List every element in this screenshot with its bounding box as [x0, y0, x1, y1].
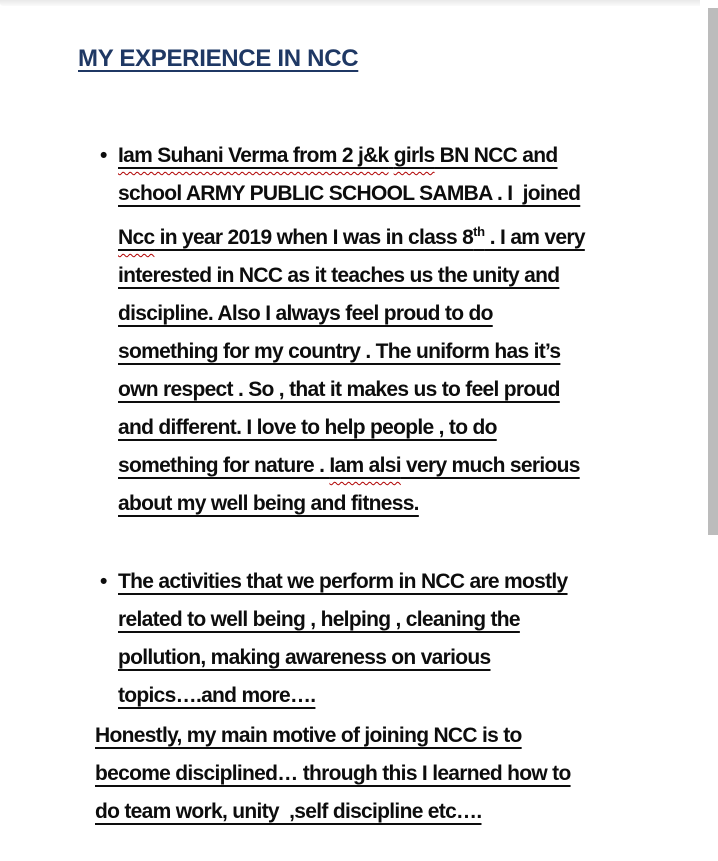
bullet-marker: •	[100, 570, 108, 593]
text-segment: interested in NCC as it teaches us the unity and	[118, 264, 560, 287]
text-segment: BN NCC and	[434, 144, 558, 167]
misspelled-text: Iam alsi	[329, 454, 401, 477]
text-line	[118, 563, 700, 601]
text-segment: Honestly, my main motive of joining NCC is to	[95, 724, 522, 747]
text-segment: The activities that we perform in NCC are mostly	[118, 570, 568, 593]
text-segment: do team work, unity ,self discipline etc….	[95, 800, 482, 823]
text-line	[118, 257, 700, 295]
closing-paragraph	[95, 717, 700, 831]
text-line	[118, 295, 700, 333]
text-line	[118, 447, 700, 485]
bullet-item	[100, 137, 700, 523]
bullet-text-block	[118, 563, 700, 715]
text-line	[118, 639, 700, 677]
text-segment: pollution, making awareness on various	[118, 646, 491, 669]
text-line	[95, 717, 700, 755]
misspelled-text: girls	[393, 144, 435, 167]
misspelled-text: Iam Suhani Verma from 2 j&k	[118, 144, 389, 167]
text-line	[95, 793, 700, 831]
text-segment: in year 2019 when I was in class 8	[154, 226, 474, 249]
text-segment: school ARMY PUBLIC SCHOOL SAMBA . I joined	[118, 182, 581, 205]
text-segment: something for nature .	[118, 454, 330, 477]
text-line	[95, 755, 700, 793]
text-segment: become disciplined… through this I learned how to	[95, 762, 571, 785]
text-line	[118, 371, 700, 409]
text-line	[118, 677, 700, 715]
scrollbar[interactable]	[700, 0, 718, 861]
text-segment: topics….and more….	[118, 684, 316, 707]
scrollbar-thumb[interactable]	[708, 8, 718, 535]
text-line	[118, 333, 700, 371]
misspelled-text: Ncc	[118, 226, 155, 249]
bullet-marker: •	[100, 144, 108, 167]
text-line	[118, 409, 700, 447]
text-line	[118, 213, 700, 257]
bullet-text-block	[118, 137, 700, 523]
document-title: MY EXPERIENCE IN NCC	[78, 45, 359, 72]
text-segment: about my well being and fitness.	[118, 492, 419, 515]
text-segment: . I am very	[484, 226, 585, 249]
text-segment: and different. I love to help people , to do	[118, 416, 497, 439]
text-line	[118, 137, 700, 175]
text-segment: related to well being , helping , cleaning the	[118, 608, 520, 631]
bullet-list	[100, 137, 700, 715]
text-line	[118, 601, 700, 639]
text-line	[118, 485, 700, 523]
superscript-text: th	[473, 224, 485, 239]
text-segment: own respect . So , that it makes us to feel proud	[118, 378, 560, 401]
text-segment: something for my country . The uniform has it’s	[118, 340, 561, 363]
text-segment: very much serious	[400, 454, 580, 477]
bullet-item	[100, 563, 700, 715]
text-line	[118, 175, 700, 213]
text-segment: discipline. Also I always feel proud to do	[118, 302, 493, 325]
